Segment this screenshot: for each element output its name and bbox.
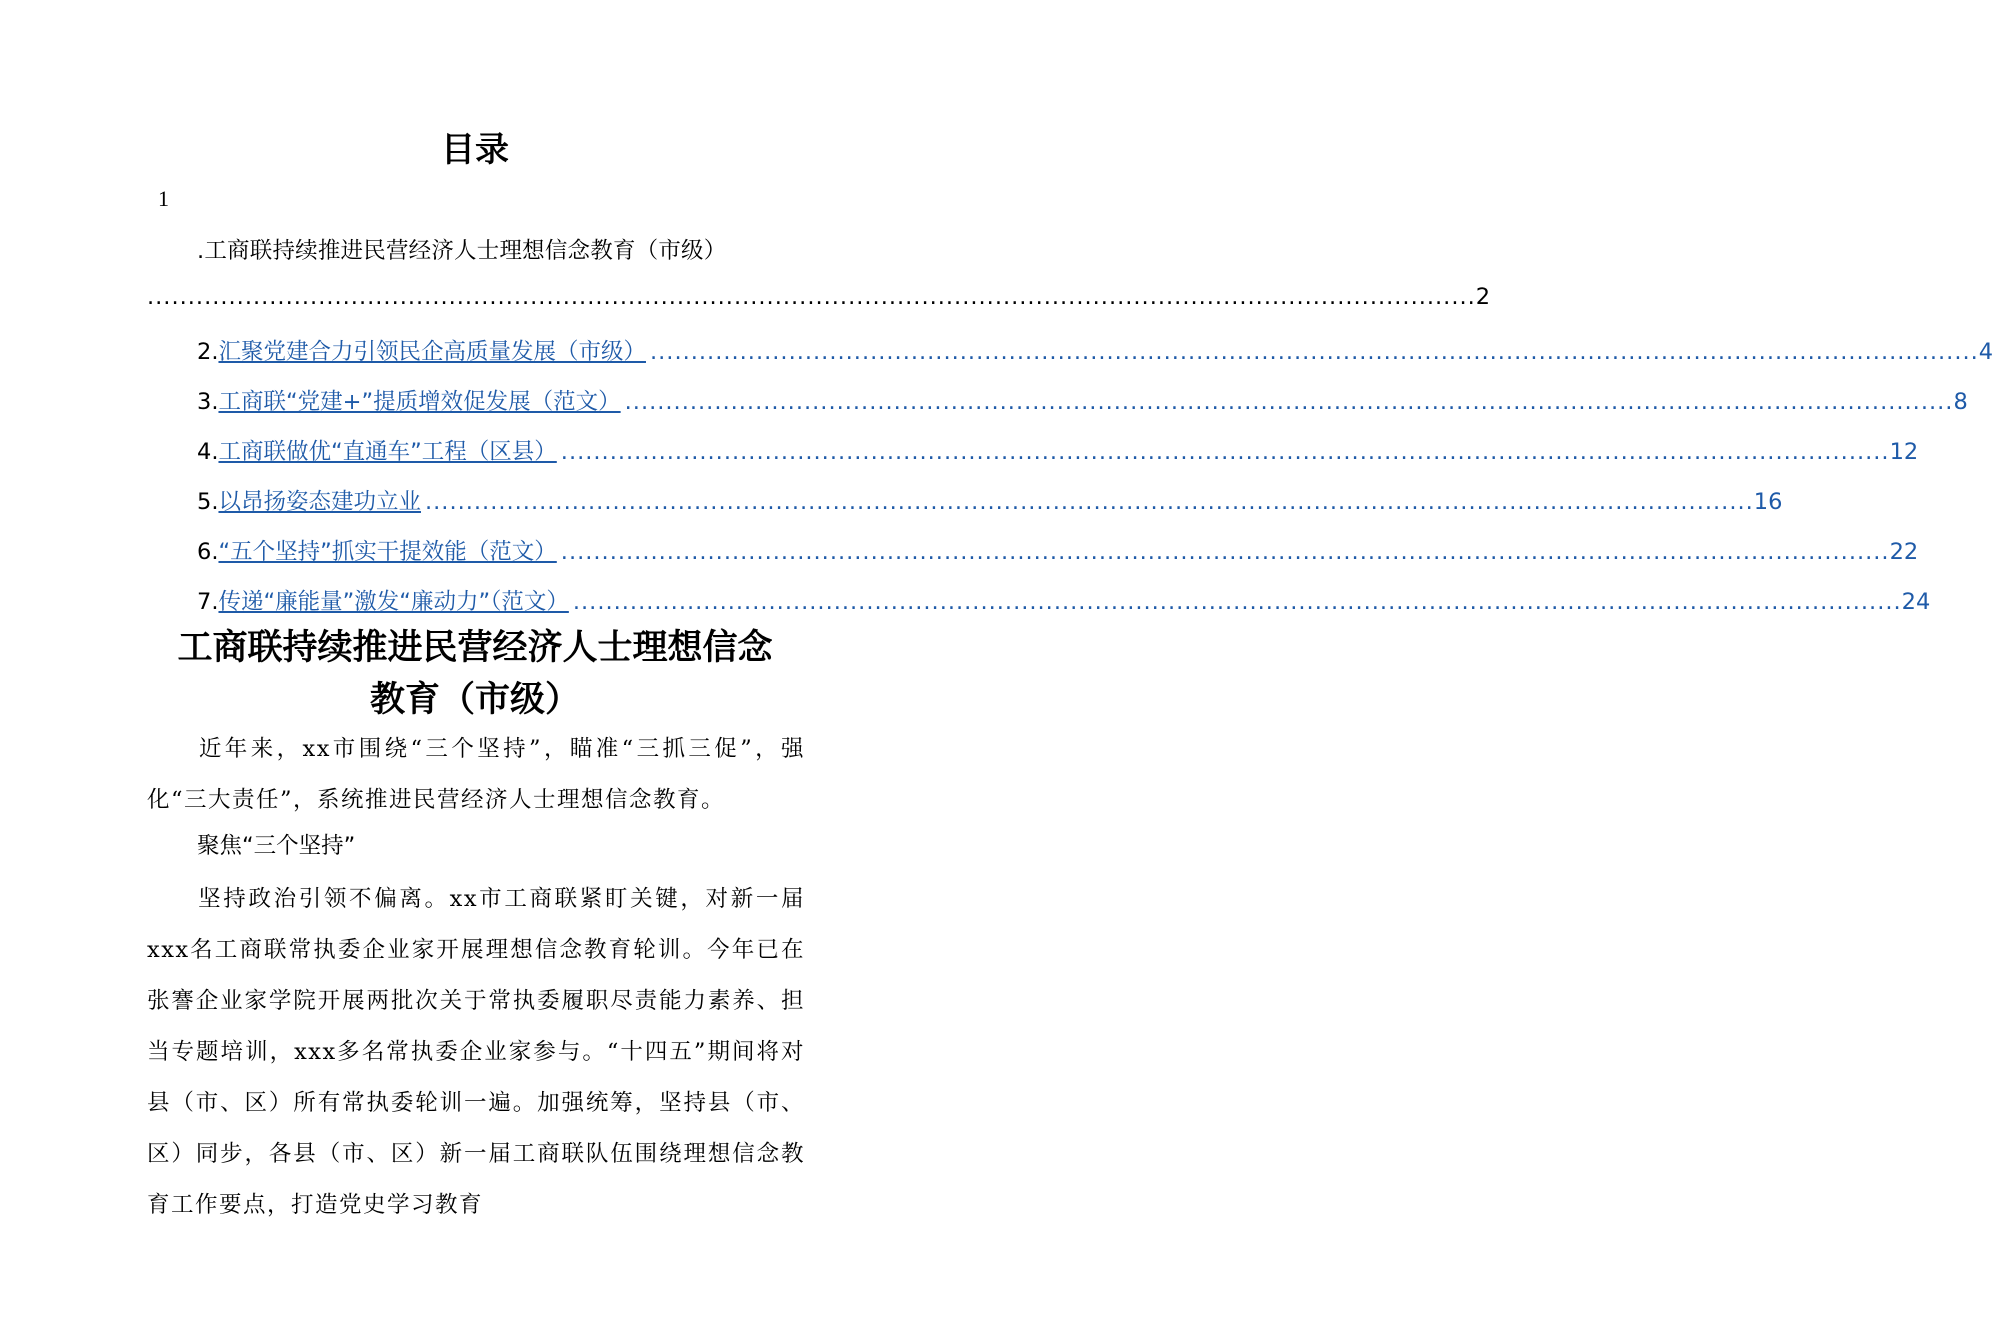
toc-item-link[interactable]: 汇聚党建合力引领民企高质量发展（市级） <box>218 339 646 365</box>
toc-item-5[interactable] <box>197 484 1783 516</box>
toc-item-page: 4 <box>1978 339 1993 365</box>
toc-item-number: 2. <box>197 339 219 365</box>
toc-item-link[interactable]: 工商联做优“直通车”工程（区县） <box>218 439 557 465</box>
toc-item-number: 3. <box>197 389 219 415</box>
toc-item-number: 6. <box>197 539 219 565</box>
toc-item-1-number: 1 <box>158 186 169 211</box>
body-text: 坚持政治引领不偏离。xx市工商联紧盯关键，对新一届xxx名工商联常执委企业家开展理想信念教育轮训。今年已在张謇企业家学院开展两批次关于常执委履职尽责能力素养、担当专题培训，xxx多名常执委企业家参与。“十四五”期间将对县（市、区）所有常执委轮训一遍。加强统筹，坚持县（市、区）同步，各县（市、区）新一届工商联队伍围绕理想信念教育工作要点，打造党史学习教育 <box>147 886 805 1218</box>
toc-leader: ................................................................................................................................................................... <box>147 284 1476 310</box>
toc-item-6[interactable] <box>197 534 1919 566</box>
toc-item-1-page: 2 <box>1475 284 1491 310</box>
toc-leader: ................................................................................................................................................................... <box>649 339 1979 365</box>
toc-item-link[interactable]: 以昂扬姿态建功立业 <box>218 489 421 515</box>
toc-leader: ................................................................................................................................................................... <box>560 439 1890 465</box>
toc-item-link[interactable]: 传递“廉能量”激发“廉动力”（范文） <box>218 589 569 615</box>
toc-leader: ................................................................................................................................................................... <box>424 489 1754 515</box>
article-title-line-2: 教育（市级） <box>369 679 580 720</box>
toc-item-page: 12 <box>1889 439 1919 465</box>
section-heading: 聚焦“三个坚持” <box>197 833 356 859</box>
toc-title: 目录 <box>441 130 509 170</box>
article-title <box>140 622 810 726</box>
toc-item-page: 16 <box>1753 489 1783 515</box>
toc-item-link[interactable]: 工商联“党建+”提质增效促发展（范文） <box>218 389 621 415</box>
toc-item-4[interactable] <box>197 434 1919 466</box>
toc-leader: ................................................................................................................................................................... <box>624 389 1954 415</box>
toc-item-link[interactable]: “五个坚持”抓实干提效能（范文） <box>218 539 557 565</box>
toc-item-number: 4. <box>197 439 219 465</box>
toc-item-number: 7. <box>197 589 219 615</box>
toc-item-2[interactable] <box>197 334 1993 366</box>
toc-item-1-leader-row[interactable] <box>147 284 1491 310</box>
toc-item-7[interactable] <box>197 584 1931 616</box>
toc-item-page: 8 <box>1953 389 1968 415</box>
toc-item-page: 24 <box>1901 589 1931 615</box>
intro-paragraph <box>147 724 805 826</box>
toc-leader: ................................................................................................................................................................... <box>560 539 1890 565</box>
toc-leader: ................................................................................................................................................................... <box>572 589 1902 615</box>
toc-item-number: 5. <box>197 489 219 515</box>
body-paragraph <box>147 874 805 1231</box>
toc-item-3[interactable] <box>197 384 1968 416</box>
toc-item-1-title[interactable]: .工商联持续推进民营经济人士理想信念教育（市级） <box>197 238 727 264</box>
intro-text: 近年来，xx市围绕“三个坚持”，瞄准“三抓三促”，强化“三大责任”，系统推进民营经济人士理想信念教育。 <box>147 736 805 813</box>
article-title-line-1: 工商联持续推进民营经济人士理想信念 <box>177 627 773 668</box>
toc-item-page: 22 <box>1889 539 1919 565</box>
